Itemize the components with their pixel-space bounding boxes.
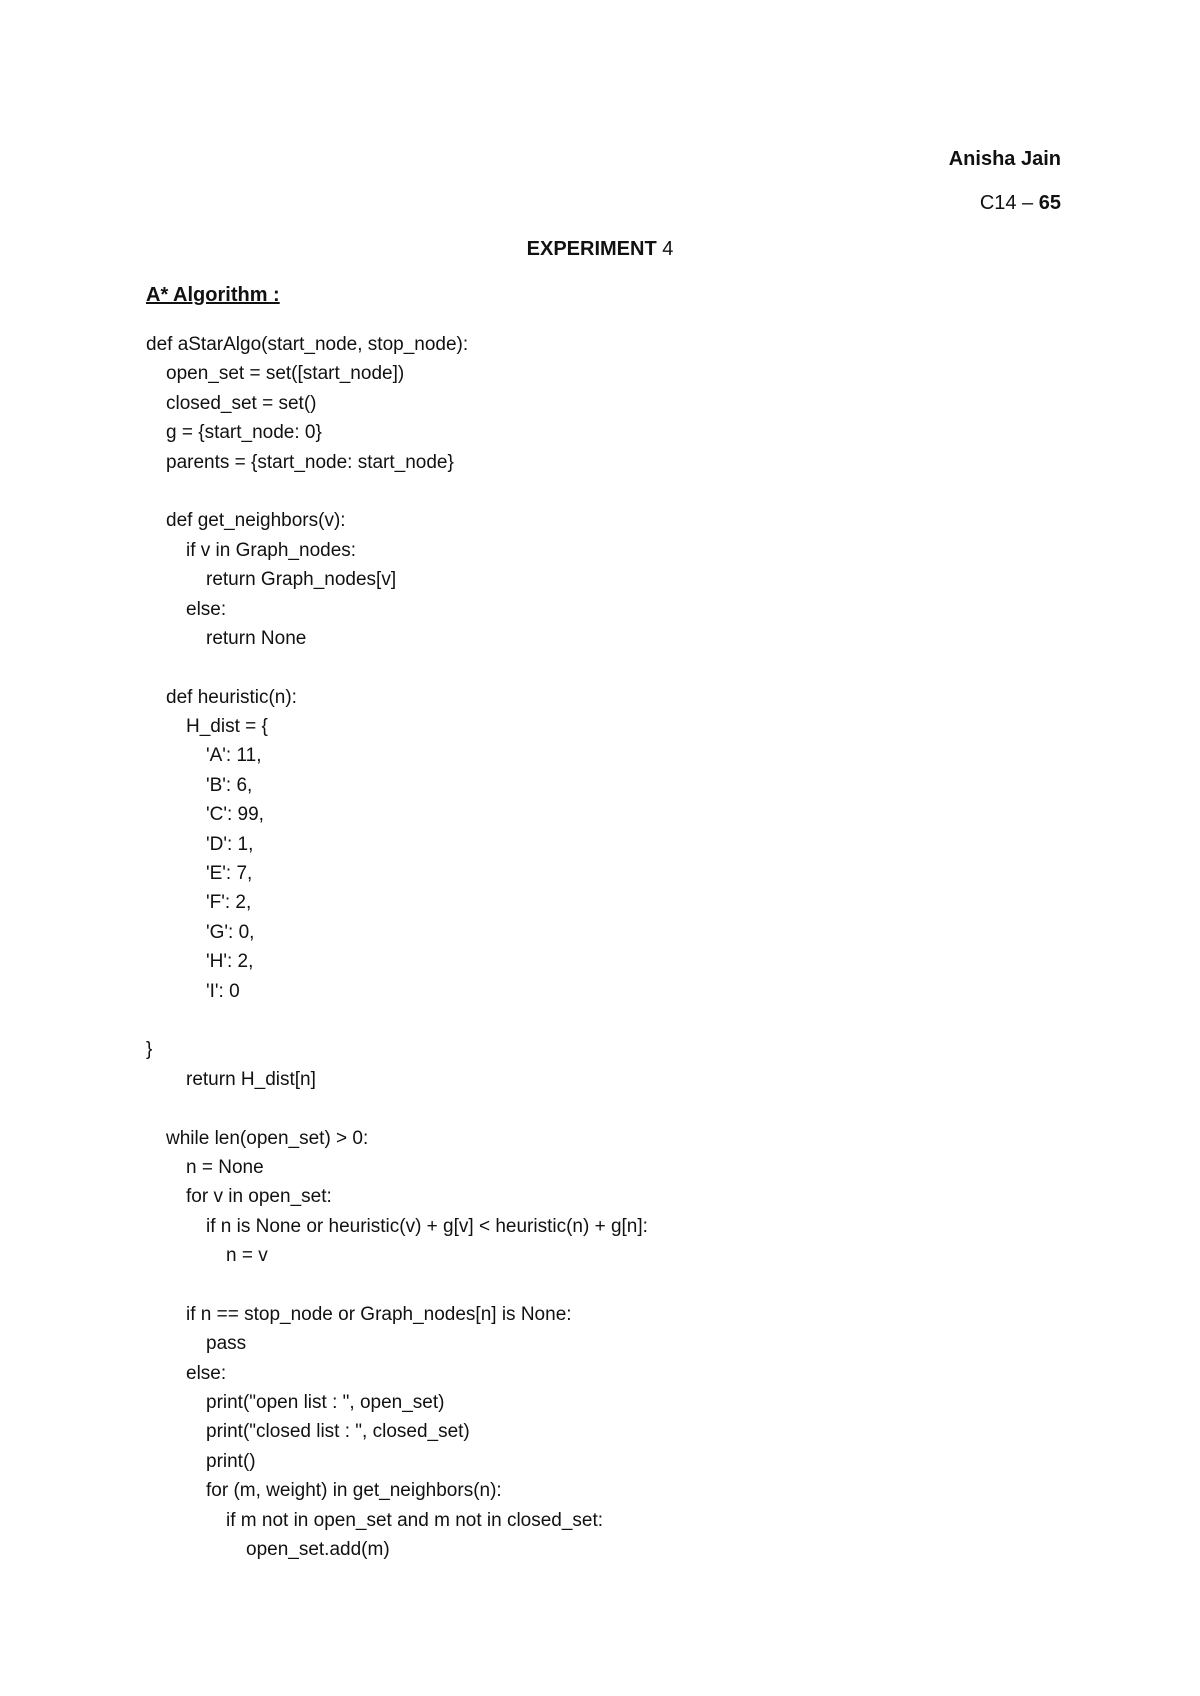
roll-number-value: 65 [1038, 192, 1061, 214]
code-line: return None [206, 627, 307, 649]
code-line: 'C': 99, [206, 804, 264, 826]
code-line: 'I': 0 [206, 980, 240, 1002]
code-line: else: [186, 1362, 227, 1384]
code-line [146, 1006, 648, 1035]
code-line: print("closed list : ", closed_set) [206, 1421, 470, 1443]
experiment-label: EXPERIMENT [526, 238, 657, 260]
code-line: print() [206, 1450, 256, 1472]
code-line [146, 1271, 648, 1300]
code-line: 'H': 2, [206, 951, 254, 973]
code-line: n = None [186, 1156, 264, 1178]
code-line: if m not in open_set and m not in closed_set: [226, 1509, 604, 1531]
code-line: return Graph_nodes[v] [206, 569, 397, 591]
code-line: for v in open_set: [186, 1186, 332, 1208]
experiment-number: 4 [662, 238, 674, 260]
code-line: def aStarAlgo(start_node, stop_node): [146, 334, 469, 355]
code-line: if n == stop_node or Graph_nodes[n] is None: [186, 1303, 572, 1325]
code-line: H_dist = { [186, 716, 268, 738]
code-line: if v in Graph_nodes: [186, 539, 357, 561]
code-line: open_set = set([start_node]) [166, 363, 405, 385]
experiment-title [0, 238, 1200, 261]
code-line [146, 477, 648, 506]
code-line: open_set.add(m) [246, 1539, 390, 1561]
code-line: } [146, 1039, 153, 1061]
code-line: def get_neighbors(v): [166, 510, 346, 532]
code-line: 'B': 6, [206, 774, 253, 796]
code-line: print("open list : ", open_set) [206, 1392, 445, 1414]
code-line: 'G': 0, [206, 921, 255, 943]
code-line: return H_dist[n] [186, 1068, 316, 1090]
code-listing [146, 330, 648, 1564]
code-line: for (m, weight) in get_neighbors(n): [206, 1480, 502, 1502]
author-name: Anisha Jain [948, 148, 1061, 170]
roll-number [980, 192, 1061, 215]
code-line [146, 1094, 648, 1123]
code-line: if n is None or heuristic(v) + g[v] < heuristic(n) + g[n]: [206, 1215, 648, 1237]
code-line: def heuristic(n): [166, 686, 297, 708]
code-line: while len(open_set) > 0: [166, 1127, 369, 1149]
code-line: pass [206, 1333, 247, 1355]
code-line: 'A': 11, [206, 745, 262, 767]
code-line: n = v [226, 1245, 268, 1267]
code-line: 'F': 2, [206, 892, 252, 914]
code-line: parents = {start_node: start_node} [166, 451, 454, 473]
code-line: g = {start_node: 0} [166, 422, 322, 444]
section-heading: A* Algorithm : [146, 284, 280, 306]
code-line: closed_set = set() [166, 392, 317, 414]
roll-class: C14 – [979, 192, 1034, 214]
code-line [146, 653, 648, 682]
code-line: else: [186, 598, 227, 620]
code-line: 'E': 7, [206, 863, 253, 885]
code-line: 'D': 1, [206, 833, 254, 855]
